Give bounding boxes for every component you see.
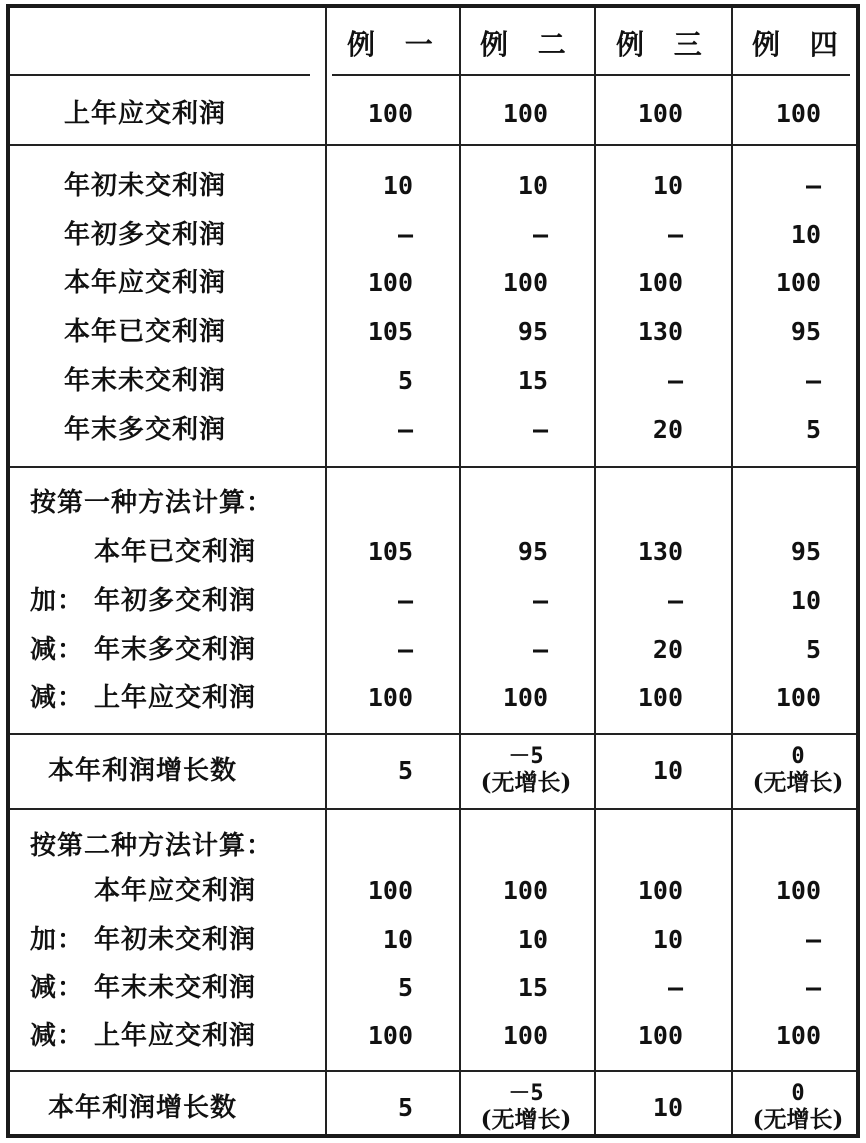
operator-label: 减： [30, 635, 85, 665]
result-note: (无增长) [480, 1106, 572, 1133]
value-cell: 10 [382, 171, 413, 200]
value-cell: 100 [502, 268, 548, 297]
result-value: －5 [508, 744, 544, 769]
value-cell: 5 [805, 635, 821, 664]
value-cell: 20 [652, 415, 683, 444]
row-label: 年初未交利润 [64, 171, 227, 201]
value-cell: — [667, 220, 683, 249]
result-value: 5 [397, 756, 413, 785]
result-value: 10 [652, 756, 683, 785]
operator-label: 加： [30, 925, 85, 955]
value-cell: 130 [637, 537, 683, 566]
value-cell: 100 [637, 1021, 683, 1050]
row-label: 上年应交利润 [94, 683, 257, 713]
value-cell: 10 [652, 925, 683, 954]
value-cell: — [805, 366, 821, 395]
value-cell: 5 [397, 973, 413, 1002]
operator-label: 减： [30, 1021, 85, 1051]
value-cell: 100 [502, 876, 548, 905]
row-label: 本年已交利润 [94, 537, 257, 567]
value-cell: 105 [367, 317, 413, 346]
section-rule [10, 144, 856, 146]
value-cell: — [532, 586, 548, 615]
section-rule [10, 733, 856, 735]
value-cell: — [397, 415, 413, 444]
result-value: －5 [508, 1081, 544, 1106]
result-value: 0 [791, 1081, 805, 1106]
header-example-2: 例 二 [480, 28, 576, 61]
value-cell: 100 [775, 99, 821, 128]
value-cell: 95 [517, 537, 548, 566]
row-label: 上年应交利润 [94, 1021, 257, 1051]
value-cell: 100 [775, 1021, 821, 1050]
method2-title: 按第二种方法计算： [30, 831, 274, 861]
profit-table [6, 4, 860, 1138]
header-rule [10, 74, 310, 76]
value-cell: 100 [502, 99, 548, 128]
value-cell: — [397, 586, 413, 615]
row-label: 年末未交利润 [94, 973, 257, 1003]
value-cell: — [805, 973, 821, 1002]
value-cell: 20 [652, 635, 683, 664]
value-cell: 15 [517, 973, 548, 1002]
value-cell: 100 [367, 1021, 413, 1050]
value-cell: — [397, 220, 413, 249]
result-label: 本年利润增长数 [48, 1093, 238, 1123]
section-rule [10, 466, 856, 468]
row-label: 本年已交利润 [64, 317, 227, 347]
value-cell: 100 [637, 268, 683, 297]
value-cell: 100 [775, 876, 821, 905]
row-label: 年初未交利润 [94, 925, 257, 955]
value-cell: 100 [367, 268, 413, 297]
value-cell: 100 [367, 876, 413, 905]
row-label: 年初多交利润 [64, 220, 227, 250]
method1-title: 按第一种方法计算： [30, 488, 274, 518]
value-cell: 5 [805, 415, 821, 444]
result-value: 5 [397, 1093, 413, 1122]
value-cell: 5 [397, 366, 413, 395]
value-cell: 100 [637, 876, 683, 905]
result-note: (无增长) [752, 769, 844, 796]
value-cell: 95 [517, 317, 548, 346]
header-rule [332, 74, 850, 76]
operator-label: 减： [30, 683, 85, 713]
section-rule [10, 1070, 856, 1072]
value-cell: 100 [367, 99, 413, 128]
value-cell: 10 [790, 220, 821, 249]
row-label: 本年应交利润 [64, 268, 227, 298]
result-note: (无增长) [480, 769, 572, 796]
value-cell: 100 [502, 1021, 548, 1050]
operator-label: 减： [30, 973, 85, 1003]
value-cell: 10 [790, 586, 821, 615]
result-value: 0 [791, 744, 805, 769]
value-cell: 100 [775, 268, 821, 297]
value-cell: — [667, 586, 683, 615]
value-cell: — [667, 973, 683, 1002]
value-cell: 10 [382, 925, 413, 954]
value-cell: 15 [517, 366, 548, 395]
header-example-4: 例 四 [752, 28, 848, 61]
row-label: 年末多交利润 [64, 415, 227, 445]
value-cell: — [532, 635, 548, 664]
value-cell: — [532, 220, 548, 249]
header-example-3: 例 三 [616, 28, 712, 61]
result-label: 本年利润增长数 [48, 756, 238, 786]
row-label: 年末多交利润 [94, 635, 257, 665]
row-label: 本年应交利润 [94, 876, 257, 906]
value-cell: 10 [517, 171, 548, 200]
row-label: 年末未交利润 [64, 366, 227, 396]
value-cell: 100 [775, 683, 821, 712]
value-cell: — [805, 925, 821, 954]
value-cell: 95 [790, 537, 821, 566]
value-cell: 95 [790, 317, 821, 346]
row-label: 上年应交利润 [64, 99, 227, 129]
value-cell: 105 [367, 537, 413, 566]
value-cell: — [805, 171, 821, 200]
value-cell: — [532, 415, 548, 444]
value-cell: — [397, 635, 413, 664]
value-cell: 130 [637, 317, 683, 346]
operator-label: 加： [30, 586, 85, 616]
section-rule [10, 808, 856, 810]
value-cell: 100 [637, 99, 683, 128]
value-cell: 100 [637, 683, 683, 712]
value-cell: 100 [502, 683, 548, 712]
header-example-1: 例 一 [347, 28, 443, 61]
result-value: 10 [652, 1093, 683, 1122]
result-note: (无增长) [752, 1106, 844, 1133]
value-cell: 100 [367, 683, 413, 712]
value-cell: — [667, 366, 683, 395]
row-label: 年初多交利润 [94, 586, 257, 616]
value-cell: 10 [517, 925, 548, 954]
value-cell: 10 [652, 171, 683, 200]
